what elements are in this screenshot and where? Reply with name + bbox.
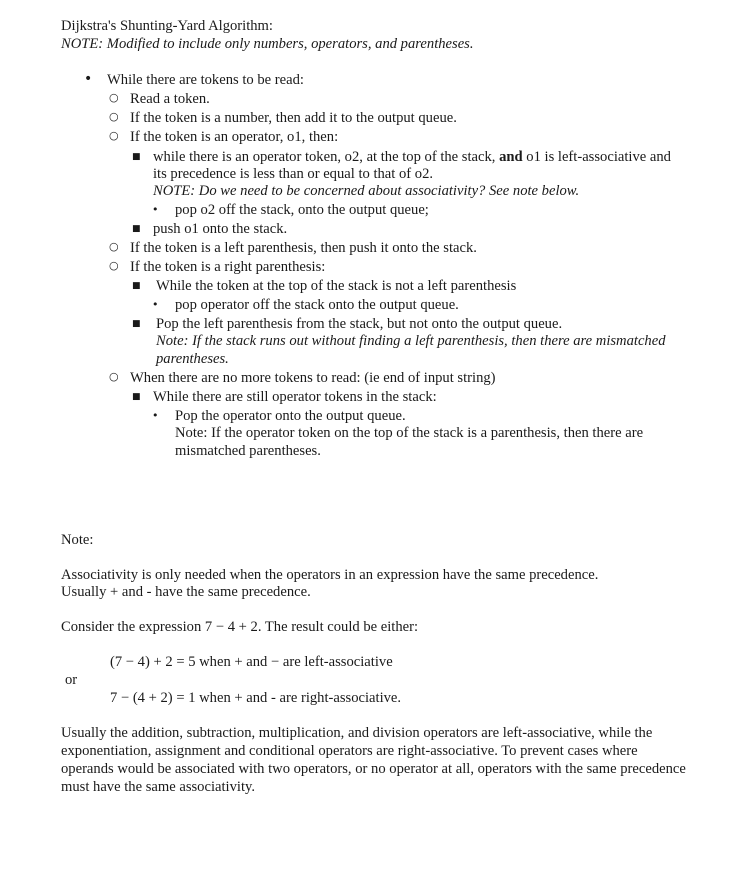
list-item-push-o1: push o1 onto the stack. xyxy=(153,221,288,237)
mismatch-note-line2: parentheses. xyxy=(156,351,229,367)
bullet-dot: • xyxy=(152,298,159,311)
while-operator-text-bold: and xyxy=(499,149,523,165)
list-item-if-operator: If the token is an operator, o1, then: xyxy=(130,129,339,145)
bullet-square: ■ xyxy=(132,281,141,291)
consider-expression: Consider the expression 7 − 4 + 2. The result could be either: xyxy=(61,619,419,635)
list-item-while-operator xyxy=(153,148,671,166)
list-item-while-tokens: While there are tokens to be read: xyxy=(107,72,304,88)
bullet-dot: • xyxy=(152,409,159,422)
list-item-right-paren: If the token is a right parenthesis: xyxy=(130,259,326,275)
bullet-circle: ○ xyxy=(109,110,119,123)
bullet-circle: ○ xyxy=(109,91,119,104)
bullet-circle: ○ xyxy=(109,370,119,383)
bullet-dot: • xyxy=(152,203,159,216)
while-operator-text-pre: while there is an operator token, o2, at the top of the stack, xyxy=(153,149,500,165)
list-item-no-more-tokens: When there are no more tokens to read: (ie end of input string) xyxy=(130,370,496,386)
header-note: NOTE: Modified to include only numbers, operators, and parentheses. xyxy=(61,36,474,52)
mismatch-note-line1: Note: If the stack runs out without finding a left parenthesis, then there are mismatched xyxy=(156,333,666,349)
bullet-circle: ○ xyxy=(109,259,119,272)
while-operator-text-post: o1 is left-associative and xyxy=(522,149,671,165)
list-item-while-still-ops: While there are still operator tokens in the stack: xyxy=(153,389,437,405)
list-item-read-token: Read a token. xyxy=(130,91,210,107)
bullet-square: ■ xyxy=(132,392,141,402)
bullet-circle: ○ xyxy=(109,129,119,142)
bullet-disc: • xyxy=(84,71,93,87)
bullet-square: ■ xyxy=(132,224,141,234)
bullet-circle: ○ xyxy=(109,240,119,253)
example-right-assoc: 7 − (4 + 2) = 1 when + and - are right-associative. xyxy=(110,690,402,706)
while-operator-line2: its precedence is less than or equal to that of o2. xyxy=(153,166,434,182)
associativity-line1: Associativity is only needed when the operators in an expression have the same precedence. xyxy=(61,567,599,583)
associativity-note: NOTE: Do we need to be concerned about associativity? See note below. xyxy=(153,183,580,199)
bullet-square: ■ xyxy=(132,152,141,162)
example-left-assoc: (7 − 4) + 2 = 5 when + and − are left-associative xyxy=(110,654,393,670)
list-item-pop-left-paren: Pop the left parenthesis from the stack, but not onto the output queue. xyxy=(156,316,563,332)
list-item-pop-o2: pop o2 off the stack, onto the output queue; xyxy=(175,202,429,218)
page-title: Dijkstra's Shunting-Yard Algorithm: xyxy=(61,18,273,34)
list-item-pop-onto-output: Pop the operator onto the output queue. xyxy=(175,408,406,424)
associativity-line2: Usually + and - have the same precedence. xyxy=(61,584,311,600)
paren-note-line2: mismatched parentheses. xyxy=(175,443,321,459)
list-item-while-not-left: While the token at the top of the stack is not a left parenthesis xyxy=(156,278,517,294)
notes-label: Note: xyxy=(61,532,94,548)
list-item-left-paren: If the token is a left parenthesis, then push it onto the stack. xyxy=(130,240,477,256)
bullet-square: ■ xyxy=(132,319,141,329)
list-item-pop-operator: pop operator off the stack onto the output queue. xyxy=(175,297,459,313)
list-item-if-number: If the token is a number, then add it to the output queue. xyxy=(130,110,457,126)
paren-note-line1: Note: If the operator token on the top of the stack is a parenthesis, then there are xyxy=(175,425,644,441)
final-paragraph: Usually the addition, subtraction, multiplication, and division operators are left-associative, while the exponentiation, assignment and conditional operators are right-associative. To prevent cases where operands would be associated with two operators, or no operator at all, operators with the same precedence must have the same associativity. xyxy=(61,725,686,795)
or-label: or xyxy=(65,672,78,688)
